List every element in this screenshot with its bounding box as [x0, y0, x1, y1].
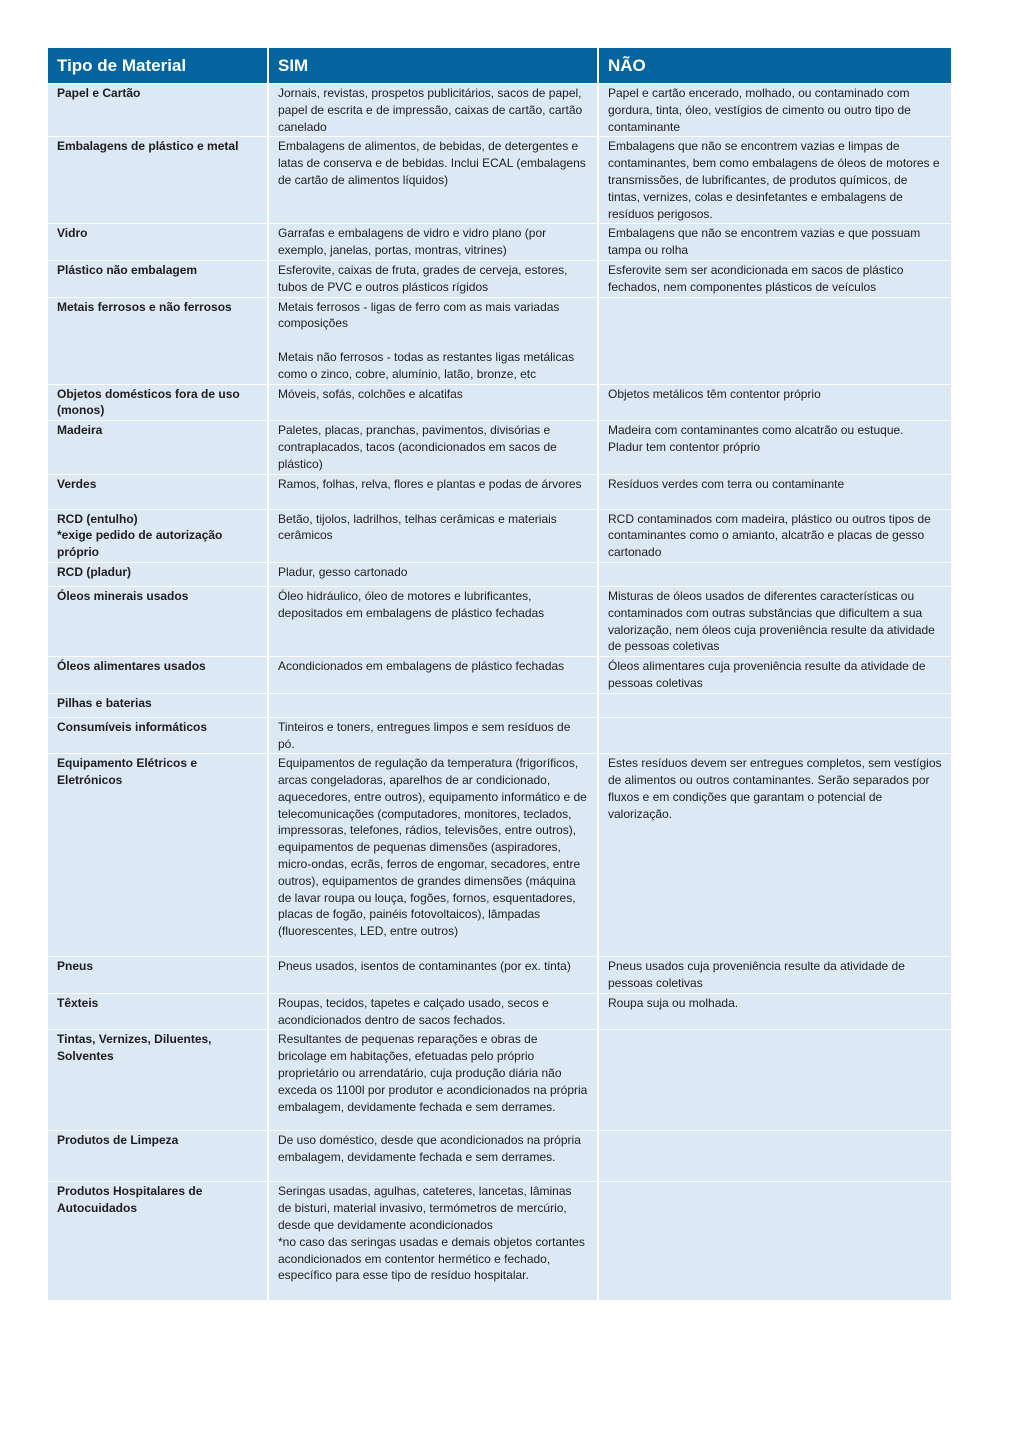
material-cell: Objetos domésticos fora de uso (monos)	[48, 384, 268, 421]
table-row	[48, 586, 951, 656]
material-cell: Vidro	[48, 224, 268, 261]
material-cell: Consumíveis informáticos	[48, 717, 268, 754]
sim-cell: Jornais, revistas, prospetos publicitários, sacos de papel, papel de escrita e de impressão, caixas de cartão, cartão canelado	[268, 84, 598, 137]
header-row	[48, 48, 951, 84]
material-cell: Plástico não embalagem	[48, 260, 268, 297]
sim-cell: Pladur, gesso cartonado	[268, 562, 598, 586]
table-row	[48, 717, 951, 754]
header-nao: NÃO	[598, 48, 951, 84]
sim-cell: Roupas, tecidos, tapetes e calçado usado, secos e acondicionados dentro de sacos fechados.	[268, 993, 598, 1030]
nao-cell	[598, 1030, 951, 1131]
material-cell: Pneus	[48, 957, 268, 994]
table-row	[48, 297, 951, 384]
table-row	[48, 384, 951, 421]
material-cell: Têxteis	[48, 993, 268, 1030]
sim-cell: Metais ferrosos - ligas de ferro com as mais variadas composições Metais não ferrosos - todas as restantes ligas metálicas como o zinco, cobre, alumínio, latão, bronze, etc	[268, 297, 598, 384]
sim-cell: Tinteiros e toners, entregues limpos e sem resíduos de pó.	[268, 717, 598, 754]
table-row	[48, 224, 951, 261]
table-row	[48, 562, 951, 586]
sim-cell: Acondicionados em embalagens de plástico fechadas	[268, 657, 598, 694]
material-cell: RCD (pladur)	[48, 562, 268, 586]
nao-cell: Misturas de óleos usados de diferentes características ou contaminados com outras substâncias que dificultem a sua valorização, nem óleos cuja proveniência resulte da atividade de pessoas coletivas	[598, 586, 951, 656]
nao-cell	[598, 717, 951, 754]
sim-cell: Ramos, folhas, relva, flores e plantas e podas de árvores	[268, 474, 598, 509]
nao-cell: Embalagens que não se encontrem vazias e que possuam tampa ou rolha	[598, 224, 951, 261]
sim-cell: Óleo hidráulico, óleo de motores e lubrificantes, depositados em embalagens de plástico fechadas	[268, 586, 598, 656]
sim-cell: De uso doméstico, desde que acondicionados na própria embalagem, devidamente fechada e sem derrames.	[268, 1131, 598, 1182]
sim-cell: Garrafas e embalagens de vidro e vidro plano (por exemplo, janelas, portas, montras, vitrines)	[268, 224, 598, 261]
nao-cell: Objetos metálicos têm contentor próprio	[598, 384, 951, 421]
table-row	[48, 84, 951, 137]
material-cell: Óleos minerais usados	[48, 586, 268, 656]
table-row	[48, 1182, 951, 1300]
table-row	[48, 1030, 951, 1131]
nao-cell: Estes resíduos devem ser entregues completos, sem vestígios de alimentos ou outros contaminantes. Serão separados por fluxos e em condições que garantam o potencial de valorização.	[598, 754, 951, 957]
table-row	[48, 1131, 951, 1182]
material-cell: RCD (entulho) *exige pedido de autorização próprio	[48, 509, 268, 562]
header-sim: SIM	[268, 48, 598, 84]
material-cell: Papel e Cartão	[48, 84, 268, 137]
sim-cell: Móveis, sofás, colchões e alcatifas	[268, 384, 598, 421]
sim-cell	[268, 693, 598, 717]
header-material: Tipo de Material	[48, 48, 268, 84]
material-cell: Equipamento Elétricos e Eletrónicos	[48, 754, 268, 957]
material-cell: Madeira	[48, 421, 268, 474]
nao-cell	[598, 1182, 951, 1300]
table-row	[48, 421, 951, 474]
sim-cell: Seringas usadas, agulhas, cateteres, lancetas, lâminas de bisturi, material invasivo, termómetros de mercúrio, desde que devidamente acondicionados *no caso das seringas usadas e demais objetos cortantes acondicionados em contentor hermético e fechado, específico para esse tipo de resíduo hospitalar.	[268, 1182, 598, 1300]
nao-cell: Roupa suja ou molhada.	[598, 993, 951, 1030]
nao-cell	[598, 562, 951, 586]
table-row	[48, 693, 951, 717]
nao-cell: Esferovite sem ser acondicionada em sacos de plástico fechados, nem componentes plásticos de veículos	[598, 260, 951, 297]
nao-cell	[598, 1131, 951, 1182]
material-cell: Pilhas e baterias	[48, 693, 268, 717]
table-row	[48, 137, 951, 224]
nao-cell: Pneus usados cuja proveniência resulte da atividade de pessoas coletivas	[598, 957, 951, 994]
materials-table	[48, 48, 951, 1300]
nao-cell: Óleos alimentares cuja proveniência resulte da atividade de pessoas coletivas	[598, 657, 951, 694]
nao-cell: RCD contaminados com madeira, plástico ou outros tipos de contaminantes como o amianto, alcatrão e placas de gesso cartonado	[598, 509, 951, 562]
material-cell: Produtos de Limpeza	[48, 1131, 268, 1182]
nao-cell: Resíduos verdes com terra ou contaminante	[598, 474, 951, 509]
nao-cell: Papel e cartão encerado, molhado, ou contaminado com gordura, tinta, óleo, vestígios de cimento ou outro tipo de contaminante	[598, 84, 951, 137]
sim-cell: Resultantes de pequenas reparações e obras de bricolage em habitações, efetuadas pelo próprio proprietário ou arrendatário, cuja produção diária não exceda os 1100l por produtor e acondicionados na própria embalagem, devidamente fechada e sem derrames.	[268, 1030, 598, 1131]
table-row	[48, 657, 951, 694]
table-row	[48, 509, 951, 562]
material-cell: Produtos Hospitalares de Autocuidados	[48, 1182, 268, 1300]
nao-cell: Embalagens que não se encontrem vazias e limpas de contaminantes, bem como embalagens de óleos de motores e transmissões, de lubrificantes, de produtos químicos, de tintas, vernizes, colas e desinfetantes e embalagens de resíduos perigosos.	[598, 137, 951, 224]
table-body	[48, 84, 951, 1300]
nao-cell	[598, 297, 951, 384]
sim-cell: Embalagens de alimentos, de bebidas, de detergentes e latas de conserva e de bebidas. Inclui ECAL (embalagens de cartão de alimentos líquidos)	[268, 137, 598, 224]
material-cell: Tintas, Vernizes, Diluentes, Solventes	[48, 1030, 268, 1131]
table-row	[48, 474, 951, 509]
sim-cell: Equipamentos de regulação da temperatura (frigoríficos, arcas congeladoras, aparelhos de ar condicionado, aquecedores, entre outros), equipamento informático e de telecomunicações (computadores, monitores, teclados, impressoras, telefones, rádios, televisões, entre outros), equipamentos de pequenas dimensões (aspiradores, micro-ondas, ecrãs, ferros de engomar, secadores, entre outros), equipamentos de grandes dimensões (máquina de lavar roupa ou louça, fogões, fornos, esquentadores, placas de fogão, painéis fotovoltaicos), lâmpadas (fluorescentes, LED, entre outros)	[268, 754, 598, 957]
sim-cell: Betão, tijolos, ladrilhos, telhas cerâmicas e materiais cerâmicos	[268, 509, 598, 562]
nao-cell	[598, 693, 951, 717]
table-row	[48, 957, 951, 994]
material-cell: Verdes	[48, 474, 268, 509]
sim-cell: Pneus usados, isentos de contaminantes (por ex. tinta)	[268, 957, 598, 994]
sim-cell: Paletes, placas, pranchas, pavimentos, divisórias e contraplacados, tacos (acondicionados em sacos de plástico)	[268, 421, 598, 474]
material-cell: Óleos alimentares usados	[48, 657, 268, 694]
material-cell: Metais ferrosos e não ferrosos	[48, 297, 268, 384]
table-row	[48, 260, 951, 297]
table-row	[48, 754, 951, 957]
sim-cell: Esferovite, caixas de fruta, grades de cerveja, estores, tubos de PVC e outros plásticos rígidos	[268, 260, 598, 297]
material-cell: Embalagens de plástico e metal	[48, 137, 268, 224]
table-row	[48, 993, 951, 1030]
nao-cell: Madeira com contaminantes como alcatrão ou estuque. Pladur tem contentor próprio	[598, 421, 951, 474]
